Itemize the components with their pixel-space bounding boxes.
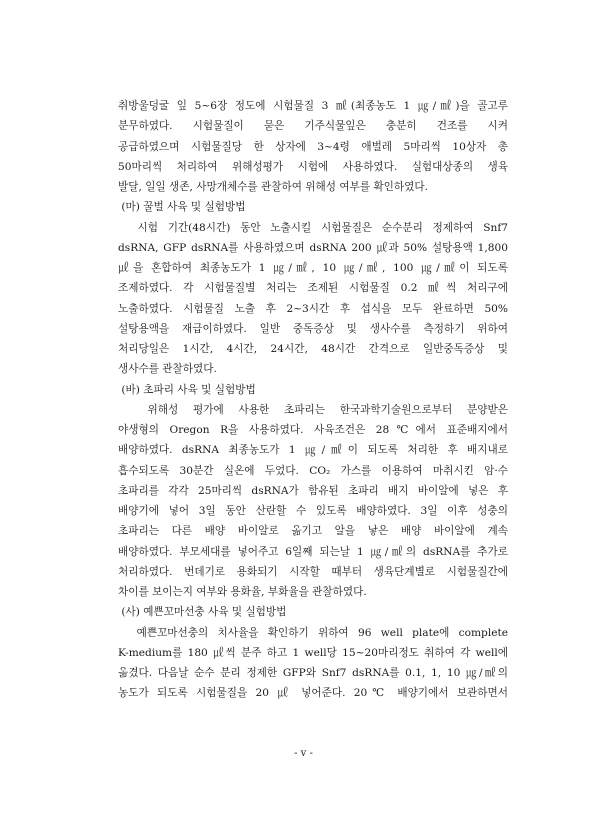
text-line: 50마리씩 처리하여 위해성평가 시험에 사용하였다. 실험대상종의 생육 [118,160,508,173]
text-line: ㎕을 혼합하여 최종농도가 1 ㎍/㎖, 10 ㎍/㎖, 100 ㎍/㎖이 되도록 [118,262,508,274]
text-line: 분무하였다. 시험물질이 묻은 기주식물잎은 충분히 건조를 시켜 [118,120,508,133]
text-line: 처리하였다. 번데기로 용화되기 시작할 때부터 생육단계별로 시험물질간에 [118,565,508,578]
body-text [118,96,508,704]
text-line: K-medium를 180 ㎕씩 분주 하고 1 well당 15~20마리정도 취하여 각 well에 [118,646,508,659]
text-line: 공급하였으며 시험물질당 한 상자에 3~4령 애벌레 5마리씩 10상자 총 [118,140,508,153]
text-line: 예쁜꼬마선충의 치사율을 확인하기 위하여 96 well plate에 complete [118,626,508,639]
text-line: 농도가 되도록 시험물질을 20 ㎕ 넣어준다. 20℃ 배양기에서 보관하면서 [118,687,508,700]
text-line: (마) 꿀벌 사육 및 실험방법 [118,201,246,214]
text-line: 배양하였다. 부모세대를 넣어주고 6일째 되는날 1 ㎍/㎖의 dsRNA를 추가로 [118,545,508,558]
text-line: 노출하였다. 시험물질 노출 후 2~3시간 후 섭식을 모두 완료하면 50% [118,302,508,315]
text-line: 배양기에 넣어 3일 동안 산란할 수 있도록 배양하였다. 3일 이후 성충의 [118,505,508,517]
text-line: 야생형의 Oregon R을 사용하였다. 사육조건은 28℃에서 표준배지에서 [118,424,508,436]
text-line: 흡수되도록 30분간 실온에 두었다. CO₂ 가스를 이용하여 마취시킨 암·수 [118,464,508,477]
text-line: 발달, 일일 생존, 사망개체수를 관찰하여 위해성 여부를 확인하였다. [118,181,428,193]
text-line: 초파리는 다른 배양 바이알로 옮기고 알을 낳은 배양 바이알에 계속 [118,525,508,538]
text-line: 차이를 보이는지 여부와 용화율, 부화율을 관찰하였다. [118,586,367,598]
text-line: 배양하였다. dsRNA 최종농도가 1 ㎍/㎖이 되도록 처리한 후 배지내로 [118,444,508,457]
text-line: 위해성 평가에 사용한 초파리는 한국과학기술원으로부터 분양받은 [118,403,508,416]
text-line: 취방울덩굴 잎 5~6장 정도에 시험물질 3 ㎖(최종농도 1 ㎍/㎖)을 골고루 [118,100,508,112]
text-line: 처리당일은 1시간, 4시간, 24시간, 48시간 간격으로 일반중독증상 및 [118,343,508,355]
text-line: 설탕용액을 재급이하였다. 일반 중독증상 및 생사수를 측정하기 위하여 [118,322,508,335]
text-line: 초파리를 각각 25마리씩 dsRNA가 함유된 초파리 배지 바이알에 넣은 후 [118,484,508,497]
text-line: 옮겼다. 다음날 순수 분리 정제한 GFP와 Snf7 dsRNA를 0.1, 1, 10 ㎍/㎖의 [118,667,508,679]
text-line: dsRNA, GFP dsRNA를 사용하였으며 dsRNA 200 ㎕과 50% 설탕용액 1,800 [118,241,508,254]
page-number: - v - [294,748,313,759]
text-line: 조제하였다. 각 시험물질별 처리는 조제된 시험물질 0.2 ㎖씩 처리구에 [118,282,508,295]
text-line: 시험 기간(48시간) 동안 노출시킬 시험물질은 순수분리 정제하여 Snf7 [118,221,508,234]
text-line: 생사수를 관찰하였다. [118,363,217,376]
text-line: (바) 초파리 사육 및 실험방법 [118,383,256,396]
text-line: (사) 예쁜꼬마선충 사육 및 실험방법 [118,606,287,619]
